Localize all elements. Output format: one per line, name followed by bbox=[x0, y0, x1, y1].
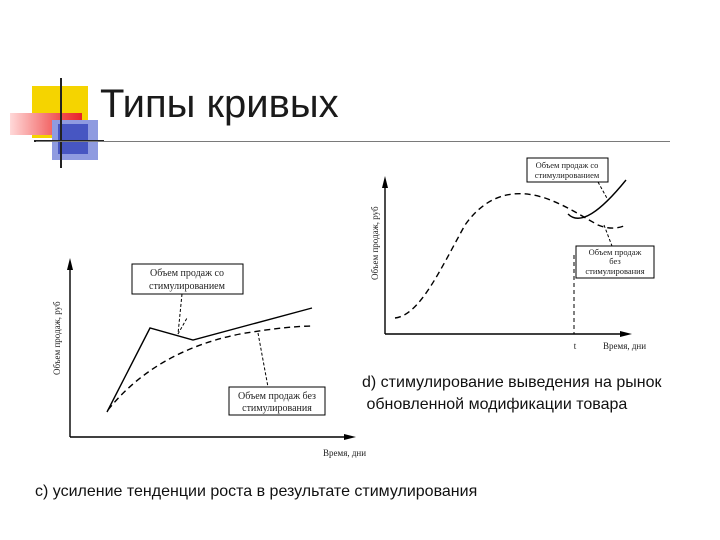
chart-c-xlabel: Время, дни bbox=[323, 448, 367, 458]
chart-d-y-arrow bbox=[382, 176, 388, 188]
chart-c-callout-with-promo-line1: Объем продаж со bbox=[150, 268, 224, 279]
chart-d-ylabel: Объем продаж, руб bbox=[370, 206, 380, 280]
chart-d-callout-with-promo-leader bbox=[598, 182, 608, 200]
chart-d-callout-with-promo-line1: Объем продаж со bbox=[535, 160, 599, 170]
chart-d-callout-without-promo-line2: без bbox=[609, 256, 621, 266]
chart-d-xlabel: Время, дни bbox=[603, 341, 647, 351]
chart-c-callout-without-promo-line2: стимулирования bbox=[242, 403, 312, 414]
chart-c-ylabel: Объем продаж, руб bbox=[52, 301, 62, 375]
chart-c-caption: с) усиление тенденции роста в результате стимулирования bbox=[35, 483, 478, 500]
chart-d-caption bbox=[362, 372, 661, 416]
chart-d-callout-with-promo-line2: стимулированием bbox=[534, 170, 600, 180]
chart-d-caption-line1: d) стимулирование выведения на рынок bbox=[362, 374, 662, 391]
slide-title: Типы кривых bbox=[100, 82, 339, 126]
chart-d-callout-without-promo-line1: Объем продаж bbox=[588, 247, 642, 257]
chart-d-callout-without-promo-line3: стимулирования bbox=[585, 266, 645, 276]
chart-d-x-arrow bbox=[620, 331, 632, 337]
chart-c-callout-with-promo-line2: стимулированием bbox=[149, 281, 225, 292]
chart-d-t-marker: t bbox=[573, 341, 577, 351]
chart-d-caption-line2: обновленной модификации товара bbox=[362, 396, 628, 413]
chart-c-callout-without-promo-line1: Объем продаж без bbox=[238, 391, 316, 402]
